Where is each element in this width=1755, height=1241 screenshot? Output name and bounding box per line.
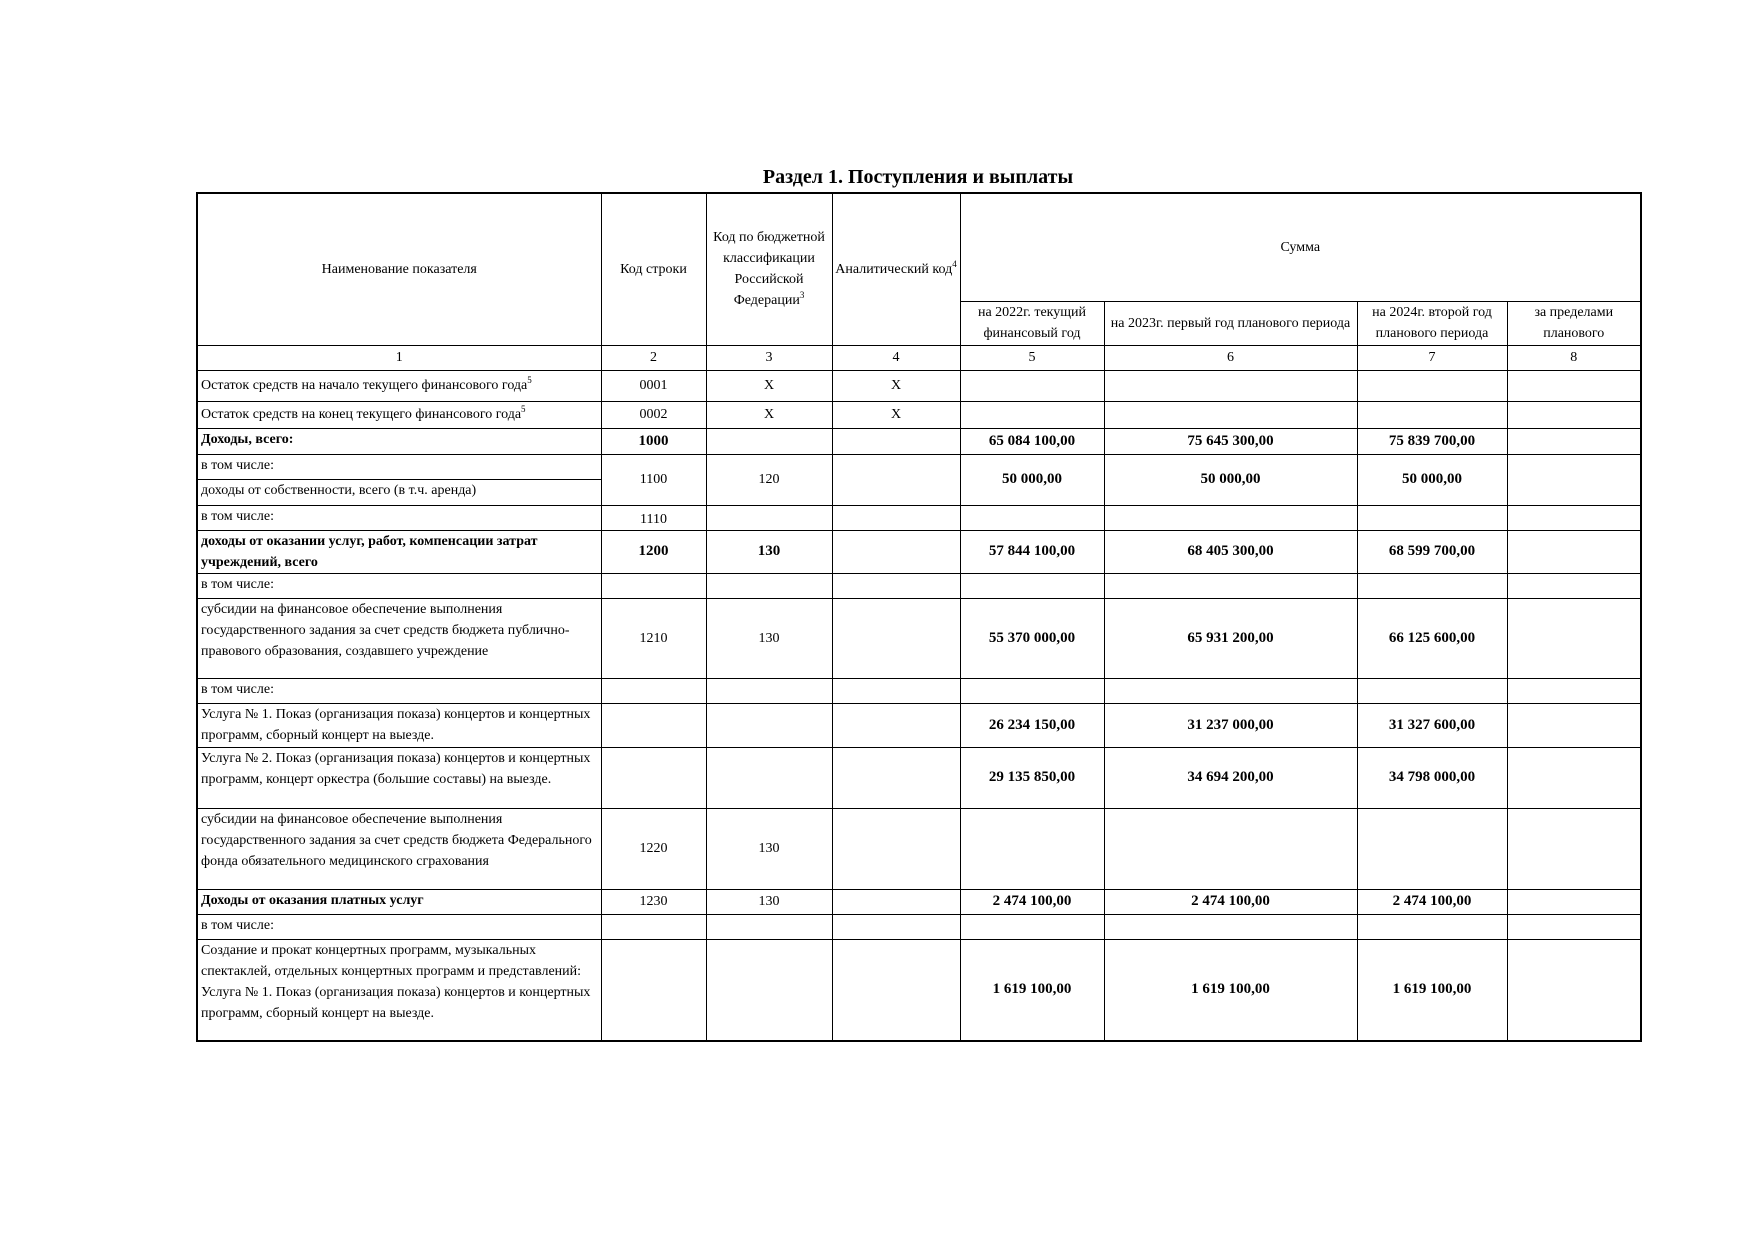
table-row (197, 428, 1641, 454)
header-sum: Сумма (960, 193, 1641, 301)
header-analytic-code (832, 193, 960, 345)
row-sum-2023: 1 619 100,00 (1104, 939, 1357, 1041)
footnote-3: 3 (799, 290, 805, 301)
header-2023: на 2023г. первый год планового периода (1104, 301, 1357, 345)
row-name: в том числе: (197, 454, 601, 479)
row-sum-2024: 75 839 700,00 (1357, 428, 1507, 454)
row-sum-2024: 34 798 000,00 (1357, 747, 1507, 808)
footnote-4: 4 (952, 258, 957, 269)
row-sum-2024: 50 000,00 (1357, 454, 1507, 505)
row-name: доходы от оказании услуг, работ, компенсации затрат учреждений, всего (197, 530, 601, 573)
header-indicator-name: Наименование показателя (197, 193, 601, 345)
row-name: субсидии на финансовое обеспечение выполнения государственного задания за счет средств бюджета Федерального фонда обязательного медицинского сграхования (197, 808, 601, 889)
row-analytic: X (832, 401, 960, 428)
table-row (197, 914, 1641, 939)
col-number: 7 (1357, 345, 1507, 370)
header-budget-code-text: Код по бюджетной классификации Российской Федерации (713, 230, 825, 309)
header-line-code: Код строки (601, 193, 706, 345)
row-name-text: Остаток средств на конец текущего финансового года (201, 407, 522, 422)
header-2022: на 2022г. текущий финансовый год (960, 301, 1104, 345)
table-row (197, 678, 1641, 703)
row-kbk: 130 (706, 530, 832, 573)
row-sum-2022: 65 084 100,00 (960, 428, 1104, 454)
row-sum-2022: 2 474 100,00 (960, 889, 1104, 914)
row-name (197, 401, 601, 428)
row-sum-2023: 34 694 200,00 (1104, 747, 1357, 808)
row-name: в том числе: (197, 573, 601, 598)
row-name: субсидии на финансовое обеспечение выполнения государственного задания за счет средств бюджета публично-правового образования, создавшего учреждение (197, 598, 601, 678)
row-name: в том числе: (197, 505, 601, 530)
table-row (197, 573, 1641, 598)
table-row (197, 889, 1641, 914)
row-sum-2024: 1 619 100,00 (1357, 939, 1507, 1041)
col-number: 3 (706, 345, 832, 370)
row-sum-2024: 66 125 600,00 (1357, 598, 1507, 678)
row-sum-2024: 68 599 700,00 (1357, 530, 1507, 573)
row-sum-2024: 2 474 100,00 (1357, 889, 1507, 914)
row-name: Создание и прокат концертных программ, музыкальных спектаклей, отдельных концертных программ и представлений: Услуга № 1. Показ (организация показа) концертов и концертных программ, сборный концерт на выезде. (197, 939, 601, 1041)
header-2024: на 2024г. второй год планового периода (1357, 301, 1507, 345)
row-code: 1110 (601, 505, 706, 530)
row-name: в том числе: (197, 914, 601, 939)
col-number: 4 (832, 345, 960, 370)
row-sum-2022: 55 370 000,00 (960, 598, 1104, 678)
row-kbk: 130 (706, 598, 832, 678)
footnote-5: 5 (521, 404, 526, 414)
row-kbk: 130 (706, 889, 832, 914)
row-sum-2023: 65 931 200,00 (1104, 598, 1357, 678)
col-number: 6 (1104, 345, 1357, 370)
row-sum-2023: 50 000,00 (1104, 454, 1357, 505)
row-sum-2023: 31 237 000,00 (1104, 703, 1357, 747)
row-code: 1210 (601, 598, 706, 678)
row-code: 1000 (601, 428, 706, 454)
row-code: 0001 (601, 370, 706, 401)
row-name: Доходы, всего: (197, 428, 601, 454)
row-name: доходы от собственности, всего (в т.ч. аренда) (197, 479, 601, 505)
header-analytic-code-text: Аналитический код (835, 261, 953, 277)
table-row (197, 703, 1641, 747)
row-name: Доходы от оказания платных услуг (197, 889, 601, 914)
row-kbk: 120 (706, 454, 832, 505)
table-row (197, 401, 1641, 428)
col-number: 2 (601, 345, 706, 370)
row-name-text: Остаток средств на начало текущего финансового года (201, 378, 528, 393)
table-row (197, 505, 1641, 530)
row-sum-2023: 68 405 300,00 (1104, 530, 1357, 573)
table-row (197, 530, 1641, 573)
row-code: 1230 (601, 889, 706, 914)
row-analytic: X (832, 370, 960, 401)
row-kbk: X (706, 401, 832, 428)
col-number: 5 (960, 345, 1104, 370)
row-code: 1200 (601, 530, 706, 573)
table-row (197, 808, 1641, 889)
row-code: 0002 (601, 401, 706, 428)
table-row (197, 370, 1641, 401)
row-code: 1220 (601, 808, 706, 889)
row-kbk: X (706, 370, 832, 401)
col-number: 8 (1507, 345, 1641, 370)
row-sum-2022: 29 135 850,00 (960, 747, 1104, 808)
header-budget-code (706, 193, 832, 345)
row-sum-2022: 50 000,00 (960, 454, 1104, 505)
row-kbk: 130 (706, 808, 832, 889)
section-title: Раздел 1. Поступления и выплаты (762, 166, 1074, 188)
row-sum-2022: 26 234 150,00 (960, 703, 1104, 747)
footnote-5: 5 (527, 375, 532, 385)
row-sum-2022: 57 844 100,00 (960, 530, 1104, 573)
row-name (197, 370, 601, 401)
row-sum-2023: 75 645 300,00 (1104, 428, 1357, 454)
table-row (197, 598, 1641, 678)
col-number: 1 (197, 345, 601, 370)
table-row (197, 747, 1641, 808)
revenue-table (196, 192, 1642, 1042)
row-sum-2022: 1 619 100,00 (960, 939, 1104, 1041)
row-sum-2023: 2 474 100,00 (1104, 889, 1357, 914)
table-row (197, 454, 1641, 479)
header-beyond: за пределами планового (1507, 301, 1641, 345)
row-sum-2024: 31 327 600,00 (1357, 703, 1507, 747)
row-name: Услуга № 2. Показ (организация показа) концертов и концертных программ, концерт оркестра (большие составы) на выезде. (197, 747, 601, 808)
table-row (197, 939, 1641, 1041)
row-name: Услуга № 1. Показ (организация показа) концертов и концертных программ, сборный концерт на выезде. (197, 703, 601, 747)
row-code: 1100 (601, 454, 706, 505)
row-name: в том числе: (197, 678, 601, 703)
